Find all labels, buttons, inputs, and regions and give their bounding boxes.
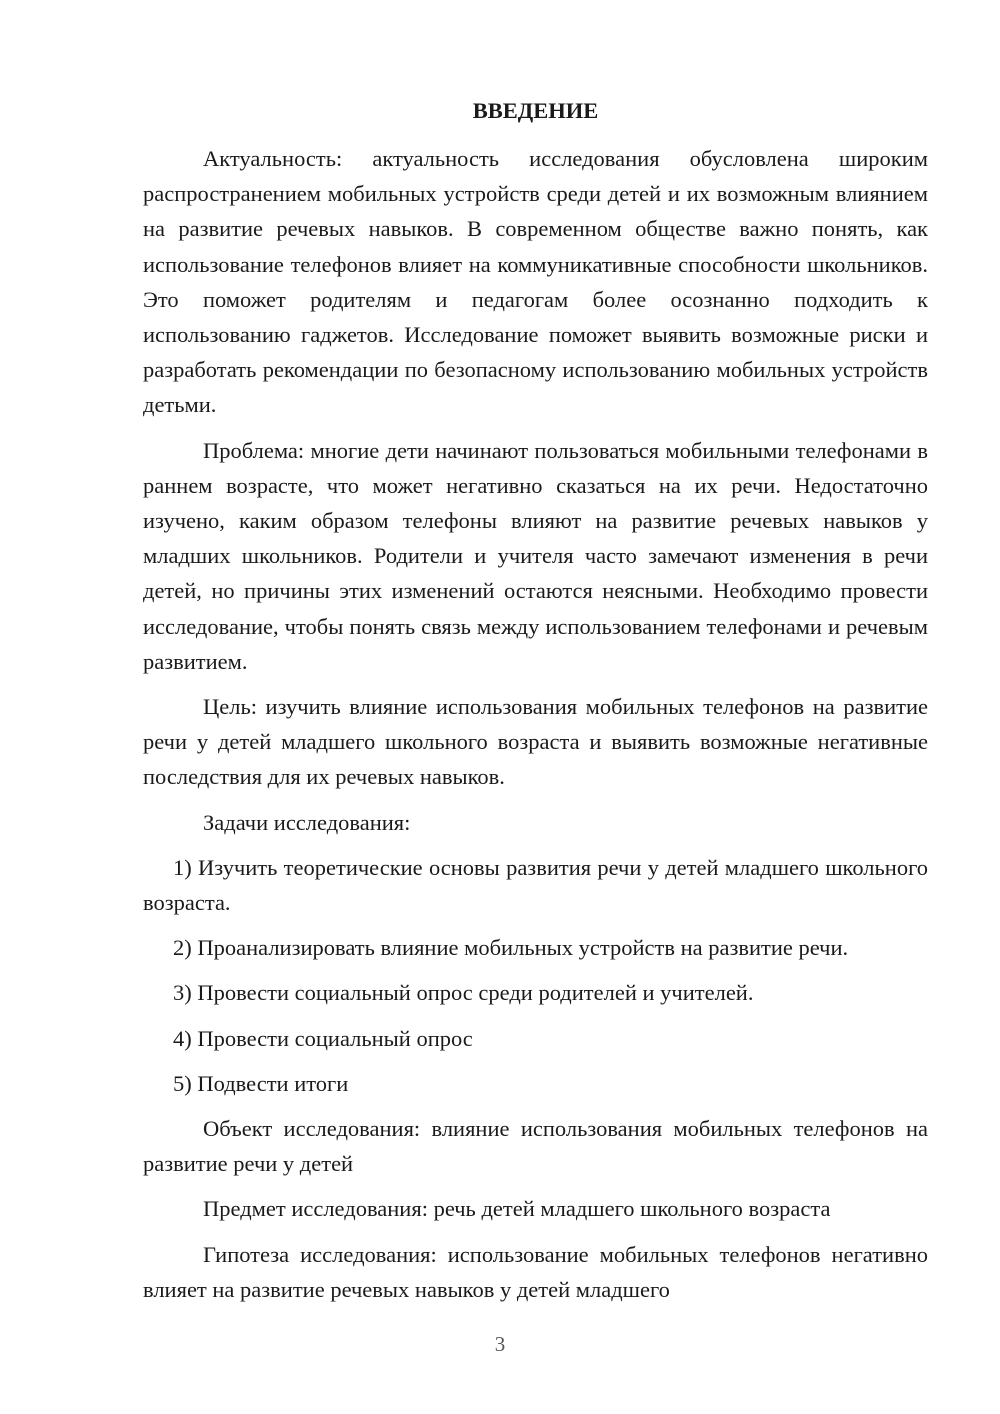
paragraph-hypothesis: Гипотеза исследования: использование мобильных телефонов негативно влияет на развитие речевых навыков у детей младшего	[143, 1241, 928, 1302]
paragraph-object: Объект исследования: влияние использования мобильных телефонов на развитие речи у детей	[143, 1116, 928, 1177]
tasks-list	[143, 850, 928, 1101]
task-item: 4) Провести социальный опрос	[173, 1025, 473, 1051]
page-heading: ВВЕДЕНИЕ	[472, 98, 599, 123]
task-item: 5) Подвести итоги	[173, 1070, 349, 1096]
paragraph-problem: Проблема: многие дети начинают пользоваться мобильными телефонами в раннем возрасте, что может негативно сказаться на их речи. Недостаточно изучено, каким образом телефоны влияют на развитие речевых навыков у младших школьников. Родители и учителя часто замечают изменения в речи детей, но причины этих изменений остаются неясными. Необходимо провести исследование, чтобы понять связь между использованием телефонами и речевым развитием.	[143, 437, 928, 674]
tasks-title: Задачи исследования:	[203, 809, 411, 835]
task-item: 1) Изучить теоретические основы развития речи у детей младшего школьного возраста.	[143, 854, 928, 916]
task-item: 2) Проанализировать влияние мобильных устройств на развитие речи.	[173, 935, 849, 961]
page-body	[143, 95, 928, 1307]
page-number: 3	[494, 1332, 506, 1356]
task-item: 3) Провести социальный опрос среди родителей и учителей.	[173, 980, 754, 1006]
paragraph-goal: Цель: изучить влияние использования мобильных телефонов на развитие речи у детей младшего школьного возраста и выявить возможные негативные последствия для их речевых навыков.	[143, 694, 928, 790]
paragraph-subject: Предмет исследования: речь детей младшего школьного возраста	[203, 1196, 831, 1222]
paragraph-relevance: Актуальность: актуальность исследования обусловлена широким распространением мобильных устройств среди детей и их возможным влиянием на развитие речевых навыков. В современном обществе важно понять, как использование телефонов влияет на коммуникативные способности школьников. Это поможет родителям и педагогам более осознанно подходить к использованию гаджетов. Исследование поможет выявить возможные риски и разработать рекомендации по безопасному использованию мобильных устройств детьми.	[143, 146, 928, 418]
